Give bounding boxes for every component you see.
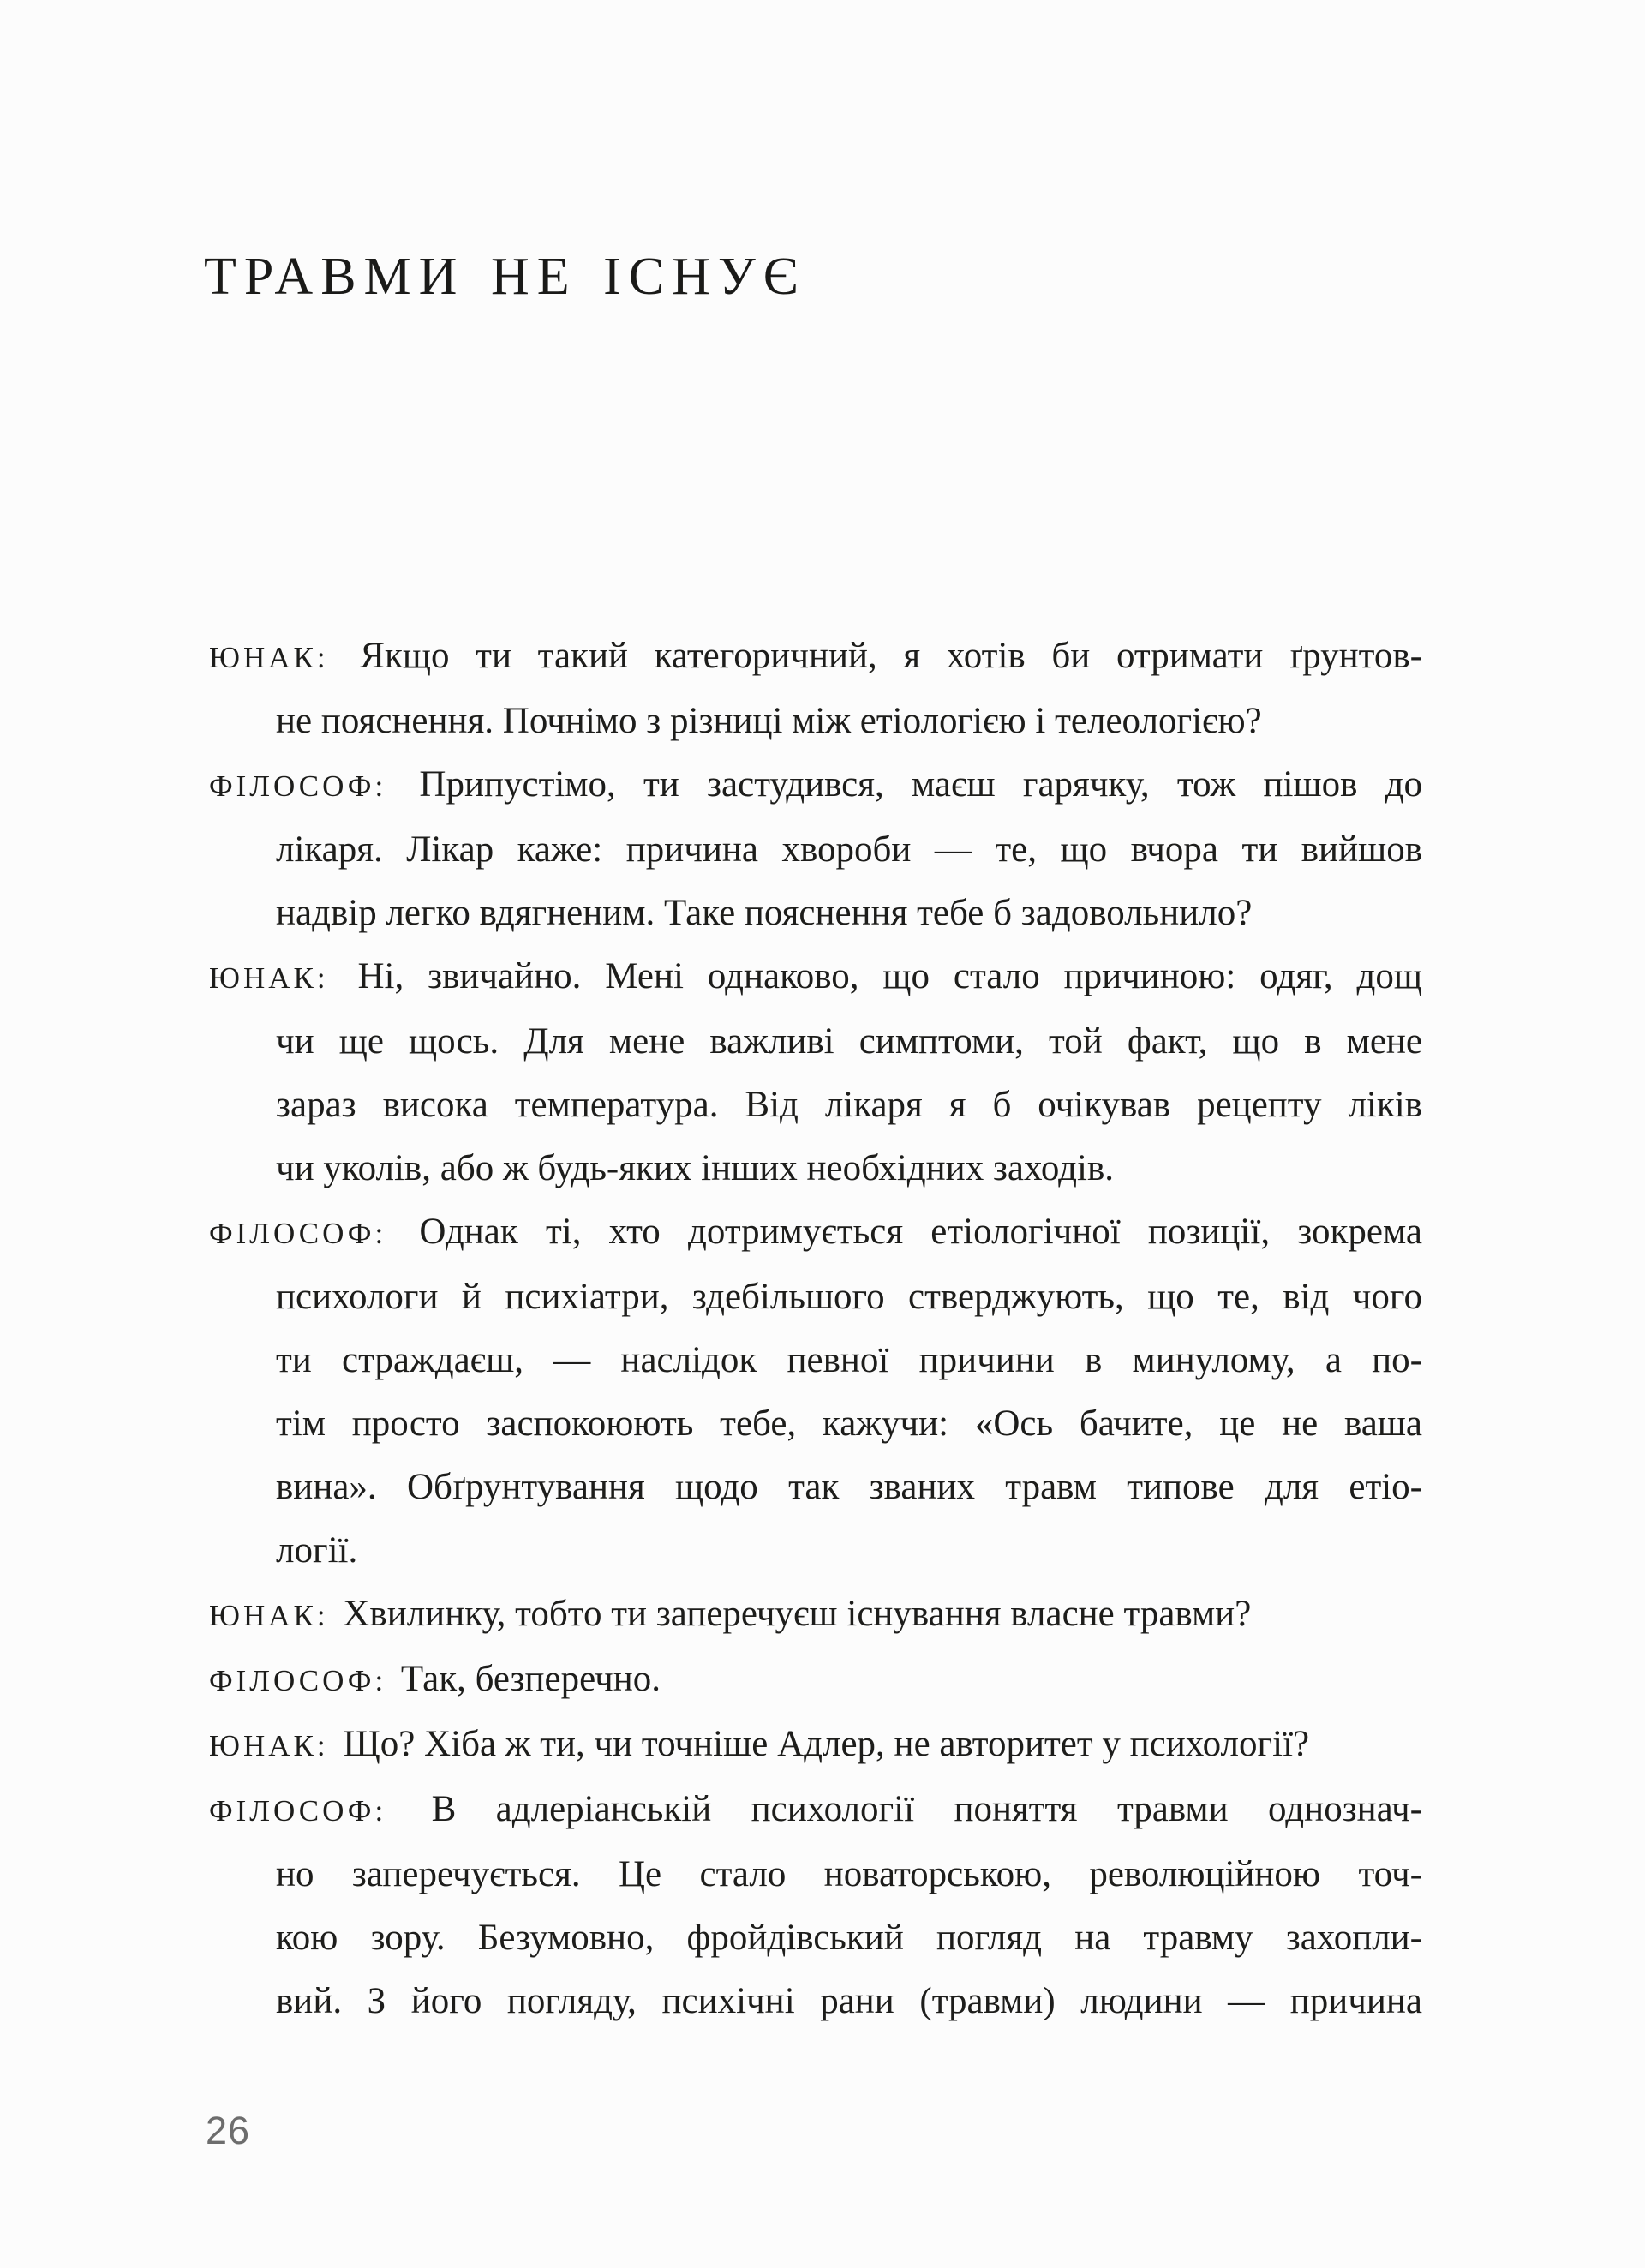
speaker-label: ФІЛОСОФ: (209, 1217, 387, 1250)
dialogue-paragraph (209, 945, 1422, 1200)
speaker-label: ЮНАК: (209, 1599, 329, 1632)
page-number: 26 (206, 2109, 251, 2152)
dialogue-line: вина». Обґрунтування щодо так званих травм типове для етіо- (276, 1467, 1422, 1507)
dialogue-line: чи уколів, або ж будь-яких інших необхідних заходів. (276, 1148, 1115, 1188)
dialogue-line: ЮНАК: Ні, звичайно. Мені однаково, що стало причиною: одяг, дощ (209, 956, 1422, 996)
dialogue-line: лікаря. Лікар каже: причина хвороби — те, що вчора ти вийшов (276, 829, 1422, 870)
dialogue-paragraph (209, 1648, 1422, 1713)
chapter-title: ТРАВМИ НЕ ІСНУЄ (204, 248, 806, 306)
dialogue-line: но заперечується. Це стало новаторською, революційною точ- (276, 1854, 1422, 1894)
speaker-label: ФІЛОСОФ: (209, 1794, 387, 1828)
dialogue-text (209, 625, 1422, 2033)
dialogue-line: ФІЛОСОФ: В адлеріанській психології поняття травми однознач- (209, 1789, 1422, 1829)
dialogue-paragraph (209, 625, 1422, 753)
dialogue-paragraph (209, 1200, 1422, 1583)
dialogue-line: кою зору. Безумовно, фройдівський погляд на травму захопли- (276, 1918, 1422, 1958)
dialogue-line: ФІЛОСОФ: Припустімо, ти застудився, маєш гарячку, тож пішов до (209, 764, 1422, 805)
speaker-label: ЮНАК: (209, 641, 329, 674)
dialogue-line: чи ще щось. Для мене важливі симптоми, той факт, що в мене (276, 1021, 1422, 1062)
speaker-label: ЮНАК: (209, 1729, 329, 1762)
speaker-label: ФІЛОСОФ: (209, 769, 387, 803)
dialogue-paragraph (209, 1778, 1422, 2033)
dialogue-line: не пояснення. Почнімо з різниці між етіологією і телеологією? (276, 701, 1262, 741)
dialogue-line: психологи й психіатри, здебільшого стверджують, що те, від чого (276, 1277, 1422, 1317)
dialogue-line: тім просто заспокоюють тебе, кажучи: «Ось бачите, це не ваша (276, 1403, 1422, 1444)
dialogue-line: надвір легко вдягненим. Таке пояснення тебе б задовольнило? (276, 893, 1253, 933)
dialogue-line: вий. З його погляду, психічні рани (травми) людини — причина (276, 1981, 1422, 2021)
dialogue-line: ЮНАК: Якщо ти такий категоричний, я хотів би отримати ґрунтов- (209, 636, 1422, 676)
dialogue-line: ФІЛОСОФ: Однак ті, хто дотримується етіологічної позиції, зокрема (209, 1212, 1422, 1252)
dialogue-paragraph (209, 1713, 1422, 1778)
dialogue-line: ти страждаєш, — наслідок певної причини в минулому, а по- (276, 1340, 1422, 1380)
speaker-label: ФІЛОСОФ: (209, 1664, 387, 1697)
dialogue-line: ФІЛОСОФ: Так, безперечно. (209, 1659, 661, 1699)
dialogue-paragraph (209, 1583, 1422, 1648)
dialogue-line: зараз висока температура. Від лікаря я б очікував рецепту ліків (276, 1085, 1422, 1125)
dialogue-paragraph (209, 753, 1422, 945)
speaker-label: ЮНАК: (209, 961, 329, 995)
dialogue-line: ЮНАК: Хвилинку, тобто ти заперечуєш існування власне травми? (209, 1594, 1252, 1634)
dialogue-line: логії. (276, 1530, 358, 1571)
dialogue-line: ЮНАК: Що? Хіба ж ти, чи точніше Адлер, не авторитет у психології? (209, 1724, 1310, 1764)
